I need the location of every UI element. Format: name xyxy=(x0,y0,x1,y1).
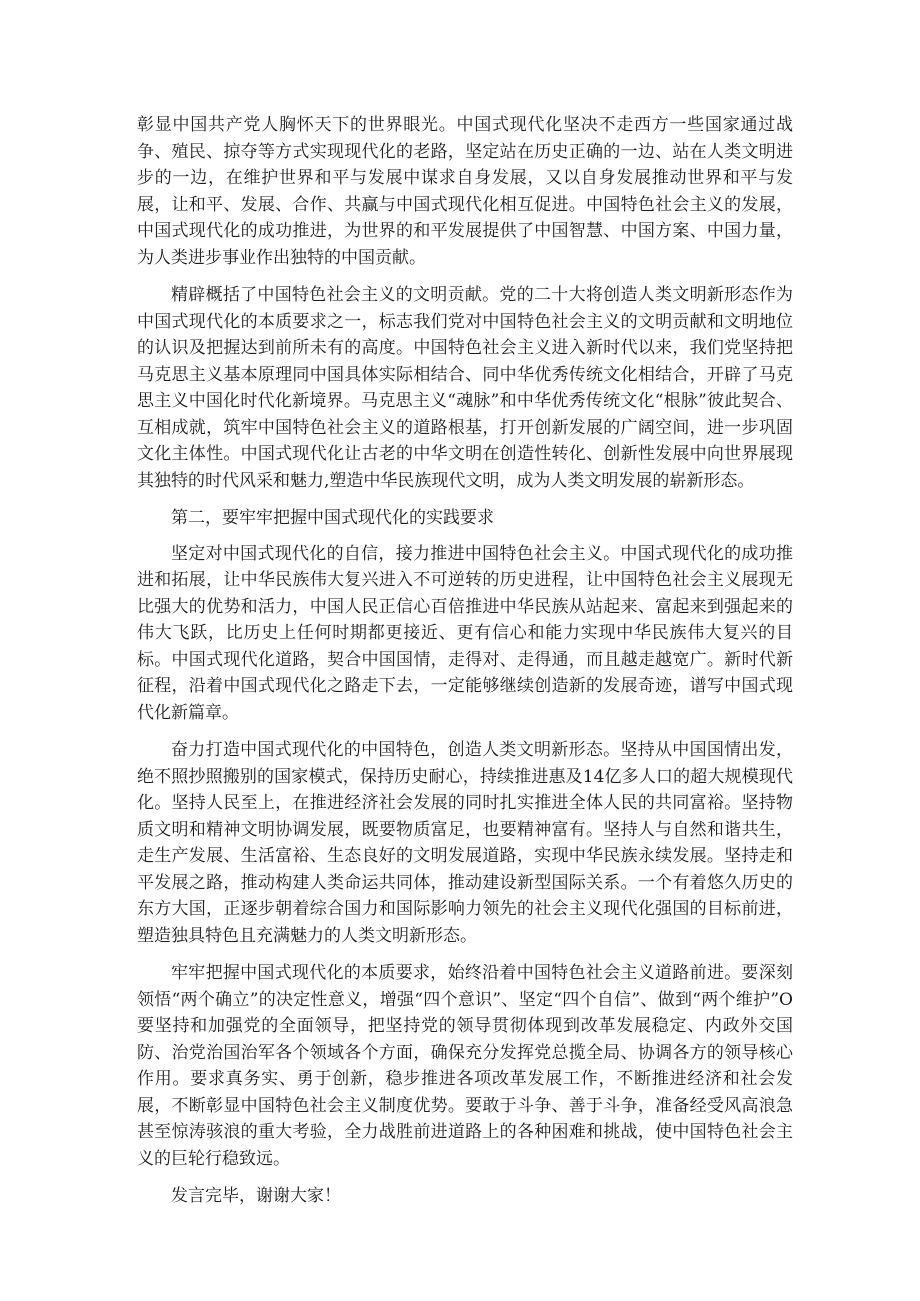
section-heading-practice-requirements: 第二，要牢牢把握中国式现代化的实践要求 xyxy=(171,508,494,528)
paragraph-chinese-characteristics: 奋力打造中国式现代化的中国特色，创造人类文明新形态。坚持从中国国情出发，绝不照抄照搬别的国家模式，保持历史耐心，持续推进惠及14亿多人口的超大规模现代化。坚持人民至上，在推进经济社会发展的同时扎实推进全体人民的共同富裕。坚持物质文明和精神文明协调发展，既要物质富足，也要精神富有。坚持人与自然和谐共生，走生产发展、生活富裕、生态良好的文明发展道路，实现中华民族永续发展。坚持走和平发展之路，推动构建人类命运共同体，推动建设新型国际关系。一个有着悠久历史的东方大国，正逐步朝着综合国力和国际影响力领先的社会主义现代化强国的目标前进，塑造独具特色且充满魅力的人类文明新形态。 xyxy=(137,740,793,946)
paragraph-essential-requirements: 牢牢把握中国式现代化的本质要求，始终沿着中国特色社会主义道路前进。要深刻领悟“两个确立”的决定性意义，增强“四个意识”、坚定“四个自信”、做到“两个维护”O要坚持和加强党的全面领导，把坚持党的领导贯彻体现到改革发展稳定、内政外交国防、治党治国治军各个领域各个方面，确保充分发挥党总揽全局、协调各方的领导核心作用。要求真务实、勇于创新，稳步推进各项改革发展工作，不断推进经济和社会发展，不断彰显中国特色社会主义制度优势。要敢于斗争、善于斗争，准备经受风高浪急甚至惊涛骇浪的重大考验，全力战胜前进道路上的各种困难和挑战，使中国特色社会主义的巨轮行稳致远。 xyxy=(137,963,793,1169)
paragraph-civilization-contribution: 精辟概括了中国特色社会主义的文明贡献。党的二十大将创造人类文明新形态作为中国式现代化的本质要求之一，标志我们党对中国特色社会主义的文明贡献和文明地位的认识及把握达到前所未有的高度。中国特色社会主义进入新时代以来，我们党坚持把马克思主义基本原理同中国具体实际相结合、同中华优秀传统文化相结合，开辟了马克思主义中国化时代化新境界。马克思主义“魂脉”和中华优秀传统文化“根脉”彼此契合、互相成就，筑牢中国特色社会主义的道路根基，打开创新发展的广阔空间，进一步巩固文化主体性。中国式现代化让古老的中华文明在创造性转化、创新性发展中向世界展现其独特的时代风采和魅力,塑造中华民族现代文明，成为人类文明发展的崭新形态。 xyxy=(137,285,793,491)
closing-remark: 发言完毕，谢谢大家！ xyxy=(171,1186,341,1206)
document-body xyxy=(137,112,793,1221)
paragraph-world-vision: 彰显中国共产党人胸怀天下的世界眼光。中国式现代化坚决不走西方一些国家通过战争、殖民、掠夺等方式实现现代化的老路，坚定站在历史正确的一边、站在人类文明进步的一边，在维护世界和平与发展中谋求自身发展，又以自身发展推动世界和平与发展，让和平、发展、合作、共赢与中国式现代化相互促进。中国特色社会主义的发展，中国式现代化的成功推进，为世界的和平发展提供了中国智慧、中国方案、中国力量，为人类进步事业作出独特的中国贡献。 xyxy=(137,115,793,268)
paragraph-confidence: 坚定对中国式现代化的自信，接力推进中国特色社会主义。中国式现代化的成功推进和拓展，让中华民族伟大复兴进入不可逆转的历史进程，让中国特色社会主义展现无比强大的优势和活力，中国人民正信心百倍推进中华民族从站起来、富起来到强起来的伟大飞跃，比历史上任何时期都更接近、更有信心和能力实现中华民族伟大复兴的目标。中国式现代化道路，契合中国国情，走得对、走得通，而且越走越宽广。新时代新征程，沿着中国式现代化之路走下去，一定能够继续创造新的发展奇迹，谱写中国式现代化新篇章。 xyxy=(137,543,793,723)
